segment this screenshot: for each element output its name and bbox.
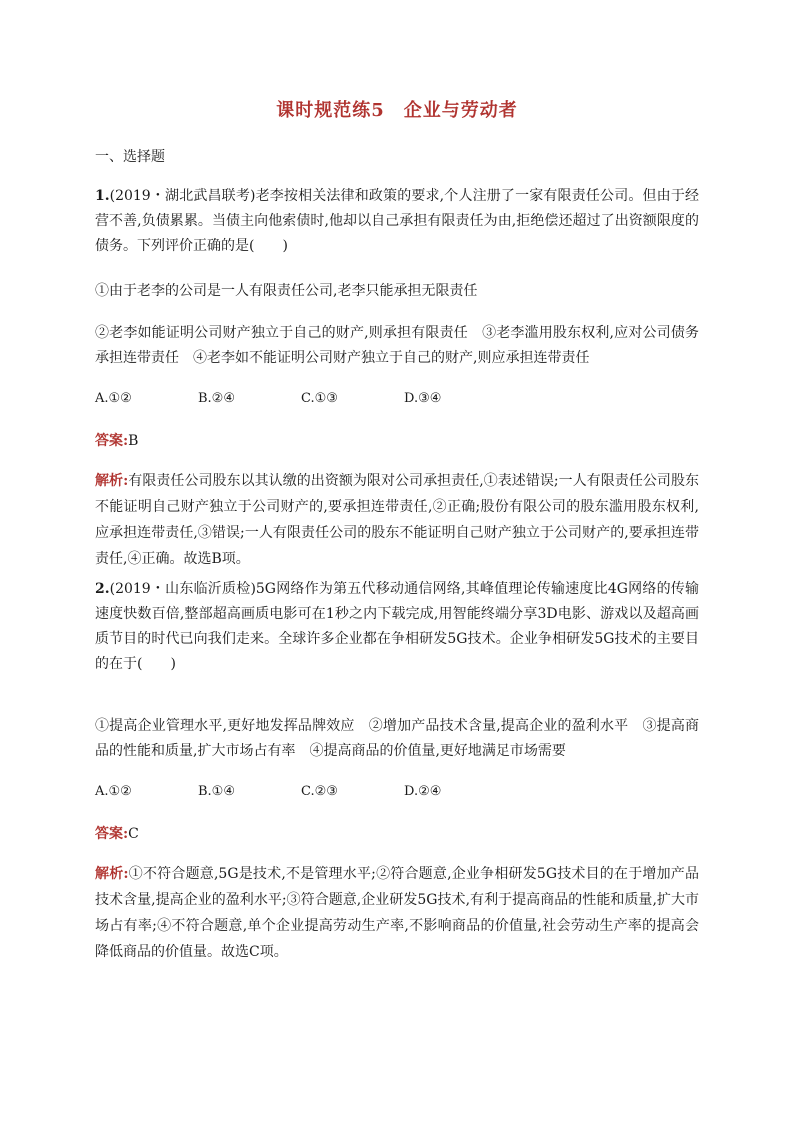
question-2-stem (95, 577, 699, 677)
explanation-text: ①不符合题意,5G是技术,不是管理水平;②符合题意,企业争相研发5G技术目的在于增加产品技术含量,提高企业的盈利水平;③符合题意,企业研发5G技术,有利于提高商品的性能和质量,扩大市场占有率;④不符合题意,单个企业提高劳动生产率,不影响商品的价值量,社会劳动生产率的提高会降低商品的价值量。故选C项。 (95, 866, 700, 960)
section-heading: 一、选择题 (95, 149, 165, 165)
question-2-answer (95, 823, 139, 843)
question-2-option-d: D.②④ (404, 784, 442, 799)
question-1-item-2: ②老李如能证明公司财产独立于自己的财产,则承担有限责任 ③老李滥用股东权利,应对公司债务承担连带责任 ④老李如不能证明公司财产独立于自己的财产,则应承担连带责任 (95, 325, 699, 366)
question-1-options (95, 391, 699, 406)
question-2-text: (2019・山东临沂质检)5G网络作为第五代移动通信网络,其峰值理论传输速度比4G网络的传输速度快数百倍,整部超高画质电影可在1秒之内下载完成,用智能终端分享3D电影、游戏以及超高画质节目的时代已向我们走来。全球许多企业都在争相研发5G技术。企业争相研发5G技术的主要目的在于( ) (95, 581, 699, 672)
question-1-explanation (95, 468, 699, 572)
question-1-option-c: C.①③ (301, 391, 338, 406)
explanation-text: 有限责任公司股东以其认缴的出资额为限对公司承担责任,①表述错误;一人有限责任公司股东不能证明自己财产独立于公司财产的,要承担连带责任,②正确;股份有限公司的股东滥用股东权利,应承担连带责任,③错误;一人有限责任公司的股东不能证明自己财产独立于公司财产的,要承担连带责任,④正确。故选B项。 (95, 473, 699, 567)
answer-label: 答案: (95, 826, 129, 842)
answer-value: B (128, 433, 139, 449)
question-2-option-a: A.①② (95, 784, 132, 799)
answer-label: 答案: (95, 433, 129, 449)
question-1-item-1: ①由于老李的公司是一人有限责任公司,老李只能承担无限责任 (95, 283, 478, 299)
answer-value: C (128, 826, 139, 842)
question-2-option-b: B.①④ (198, 784, 235, 799)
question-2-option-c: C.②③ (301, 784, 338, 799)
question-2-items: ①提高企业管理水平,更好地发挥品牌效应 ②增加产品技术含量,提高企业的盈利水平 ③提高商品的性能和质量,扩大市场占有率 ④提高商品的价值量,更好地满足市场需要 (95, 718, 699, 759)
question-2-options (95, 784, 699, 799)
explanation-label: 解析: (95, 866, 129, 882)
page-title: 课时规范练5 企业与劳动者 (276, 100, 518, 121)
question-1-number: 1. (95, 188, 110, 204)
question-1-option-b: B.②④ (198, 391, 235, 406)
question-1-stem (95, 184, 699, 259)
question-2-number: 2. (95, 581, 110, 597)
question-2-explanation (95, 861, 699, 965)
question-1-option-a: A.①② (95, 391, 132, 406)
question-1-option-d: D.③④ (404, 391, 442, 406)
explanation-label: 解析: (95, 473, 129, 489)
question-1-text: (2019・湖北武昌联考)老李按相关法律和政策的要求,个人注册了一家有限责任公司。但由于经营不善,负债累累。当债主向他索债时,他却以自己承担有限责任为由,拒绝偿还超过了出资额限度的债务。下列评价正确的是( ) (95, 188, 699, 254)
question-1-answer (95, 430, 138, 450)
